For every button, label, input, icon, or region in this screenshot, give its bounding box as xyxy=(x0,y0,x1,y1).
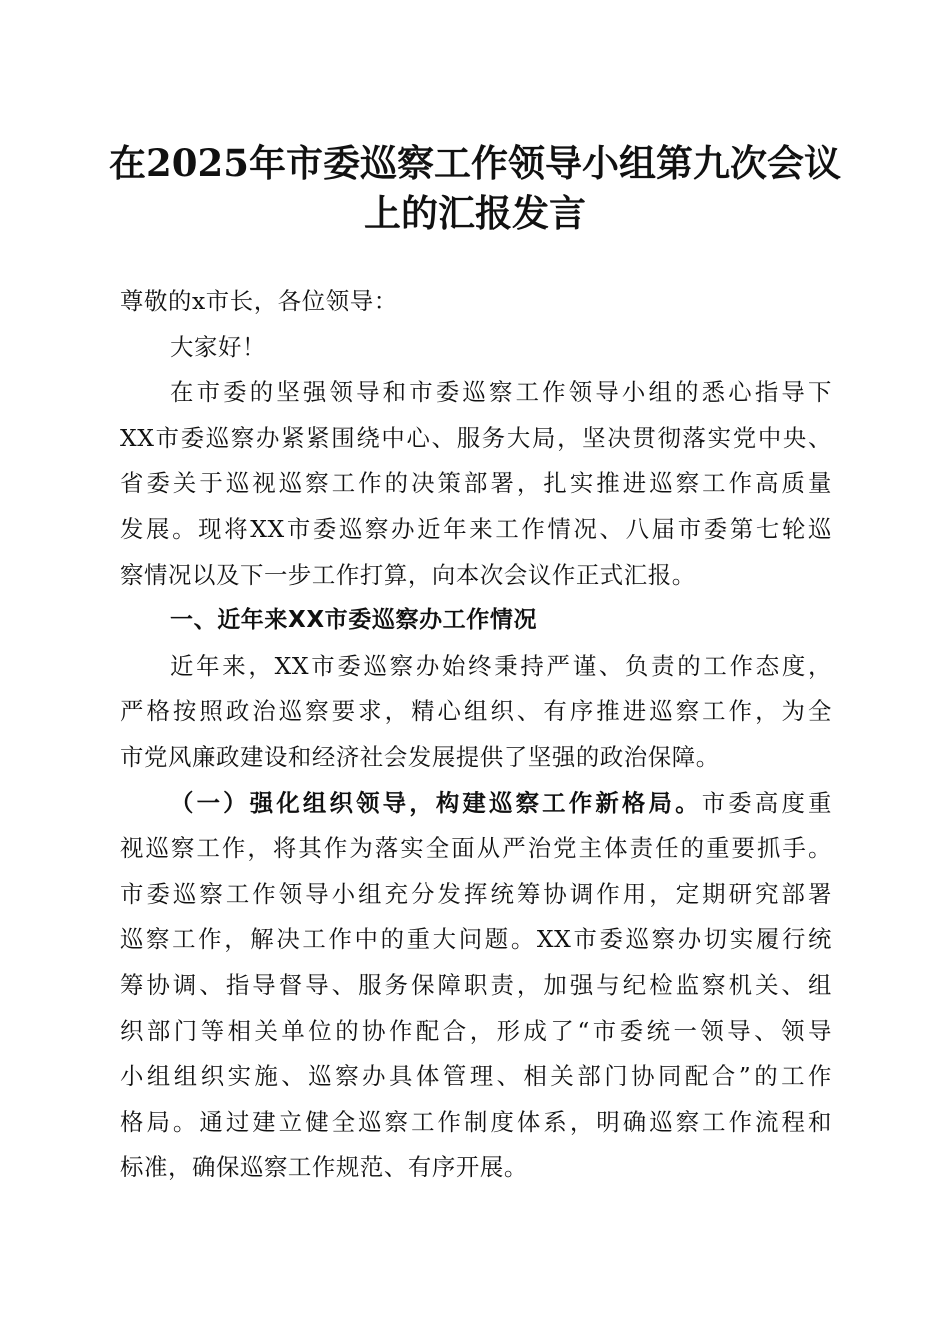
subsection1-line: 小组组织实施、巡察办具体管理、相关部门协同配合”的工作 xyxy=(120,1062,832,1091)
intro-line: XX市委巡察办紧紧围绕中心、服务大局，坚决贯彻落实党中央、 xyxy=(120,423,832,452)
section1-line: 近年来，XX市委巡察办始终秉持严谨、负责的工作态度， xyxy=(170,651,832,680)
document-body xyxy=(120,279,832,1191)
subsection1-line: 市委巡察工作领导小组充分发挥统筹协调作用，定期研究部署 xyxy=(120,879,832,908)
intro-line: 察情况以及下一步工作打算，向本次会议作正式汇报。 xyxy=(120,560,696,589)
intro-line: 省委关于巡视巡察工作的决策部署，扎实推进巡察工作高质量 xyxy=(120,469,832,498)
subsection-heading-1: （一）强化组织领导，构建巡察工作新格局。 xyxy=(170,788,702,817)
title-line-1: 在2025年市委巡察工作领导小组第九次会议 xyxy=(109,141,841,185)
subsection1-line: 格局。通过建立健全巡察工作制度体系，明确巡察工作流程和 xyxy=(120,1107,832,1136)
salutation: 尊敬的x市长，各位领导： xyxy=(120,287,398,315)
document-title xyxy=(100,138,850,238)
title-line-2: 上的汇报发言 xyxy=(364,191,586,235)
subsection1-line: 筹协调、指导督导、服务保障职责，加强与纪检监察机关、组 xyxy=(120,970,832,999)
subsection1-line: 标准，确保巡察工作规范、有序开展。 xyxy=(120,1153,528,1182)
subsection1-line: 巡察工作，解决工作中的重大问题。XX市委巡察办切实履行统 xyxy=(120,925,832,954)
subsection1-line: 织部门等相关单位的协作配合，形成了“市委统一领导、领导 xyxy=(120,1016,832,1045)
section-heading-1: 一、近年来XX市委巡察办工作情况 xyxy=(170,607,538,634)
subsection1-line: 视巡察工作，将其作为落实全面从严治党主体责任的重要抓手。 xyxy=(120,834,832,863)
greeting: 大家好！ xyxy=(170,332,266,361)
section1-line: 严格按照政治巡察要求，精心组织、有序推进巡察工作，为全 xyxy=(120,697,832,726)
subsection1-first-line xyxy=(120,781,832,827)
intro-line: 在市委的坚强领导和市委巡察工作领导小组的悉心指导下 xyxy=(170,378,832,407)
intro-line: 发展。现将XX市委巡察办近年来工作情况、八届市委第七轮巡 xyxy=(120,514,832,543)
section1-line: 市党风廉政建设和经济社会发展提供了坚强的政治保障。 xyxy=(120,742,720,771)
subsection1-first-rest: 市委高度重 xyxy=(701,788,833,817)
